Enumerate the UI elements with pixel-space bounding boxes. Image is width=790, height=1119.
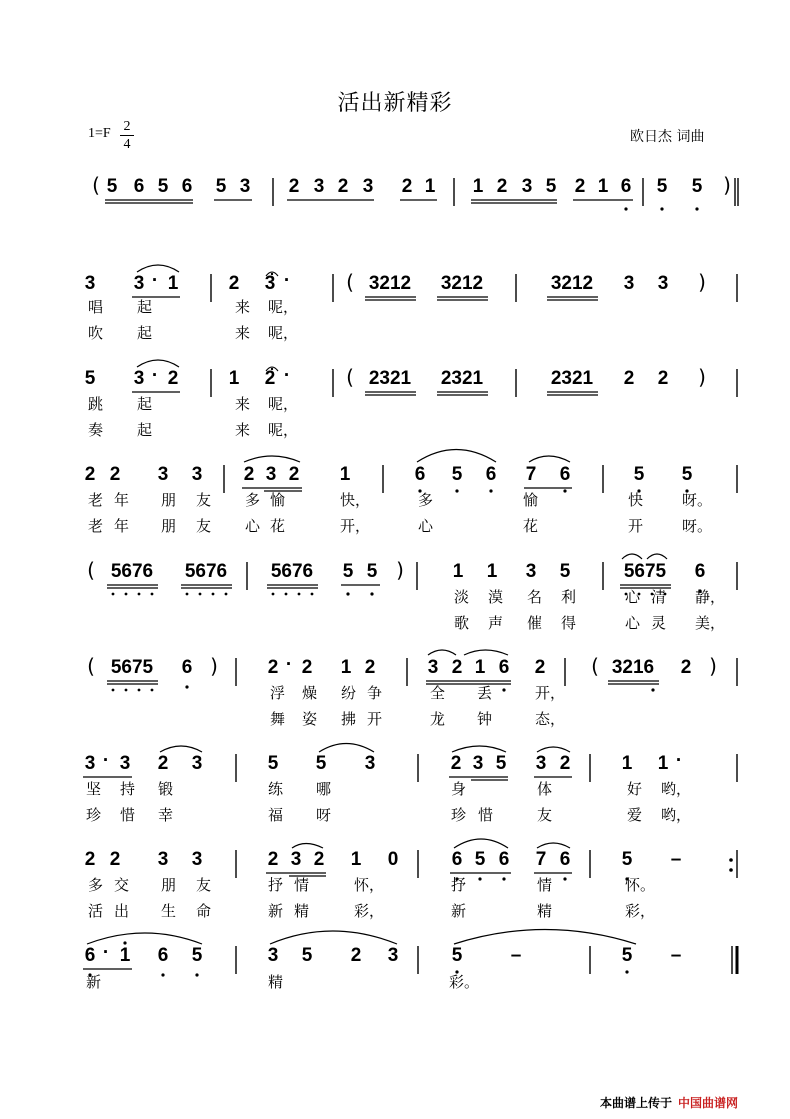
dotted-note-mark: · <box>285 654 293 675</box>
lyric-text: 开， <box>535 684 566 702</box>
lyric-text: 新 <box>86 973 102 991</box>
lyric-text: 交 <box>114 876 130 894</box>
lyric-text: 催 <box>527 614 543 632</box>
jianpu-note: 2 <box>157 753 169 774</box>
lyric-text: 名 <box>527 588 543 606</box>
jianpu-note: 5 <box>106 176 118 197</box>
lyric-text: 纷 <box>341 684 357 702</box>
note-beams <box>83 200 671 969</box>
jianpu-note: 5 <box>621 945 633 966</box>
lyric-text: 呢， <box>268 395 299 413</box>
jianpu-note: 6 <box>485 464 497 485</box>
lyric-text: 漠 <box>488 588 504 606</box>
jianpu-note: 7 <box>525 464 537 485</box>
lyric-text: 愉 <box>270 491 286 509</box>
lyric-text: 新 <box>451 902 467 920</box>
lyric-text: 呀 <box>316 806 332 824</box>
jianpu-note: 5 <box>545 176 557 197</box>
jianpu-note: 6 <box>559 849 571 870</box>
lyric-text: 呀。 <box>682 517 713 535</box>
lyric-text: 静， <box>695 588 726 606</box>
upload-label: 本曲谱上传于 <box>600 1096 673 1110</box>
lyric-text: 清 <box>651 588 667 606</box>
jianpu-note: 3 <box>472 753 484 774</box>
lyric-text: 利 <box>561 588 577 606</box>
jianpu-note: 1 <box>452 561 464 582</box>
lyric-text: 美， <box>695 614 726 632</box>
jianpu-note: 6 <box>694 561 706 582</box>
lyric-text: 呢， <box>268 324 299 342</box>
lyric-text: 呢， <box>268 298 299 316</box>
jianpu-note: 3 <box>264 273 276 294</box>
song-title: 活出新精彩 <box>337 91 453 116</box>
jianpu-note: 1 <box>350 849 362 870</box>
jianpu-note: 3212 <box>368 273 412 294</box>
jianpu-note: 6 <box>559 464 571 485</box>
lyric-text: 得 <box>561 614 577 632</box>
lyric-text: 精 <box>537 902 553 920</box>
repeat-sign-dots <box>729 858 733 872</box>
jianpu-note: 5 <box>474 849 486 870</box>
lyric-text: 多 <box>88 876 104 894</box>
jianpu-note: 5 <box>559 561 571 582</box>
lyric-text: 彩。 <box>449 973 480 991</box>
lyric-text: 浮 <box>270 684 286 702</box>
bracket-mark: ( <box>87 558 95 582</box>
jianpu-note: 3 <box>265 464 277 485</box>
jianpu-note: 3 <box>427 657 439 678</box>
lyric-text: 姿 <box>302 710 318 728</box>
lyric-text: 生 <box>161 902 177 920</box>
lyric-text: 怀。 <box>625 876 656 894</box>
jianpu-note: 1 <box>340 657 352 678</box>
lyric-text: 哟， <box>661 806 692 824</box>
jianpu-note: 3 <box>239 176 251 197</box>
lyric-text: 情 <box>294 876 310 894</box>
jianpu-note: 2 <box>109 849 121 870</box>
jianpu-note: 2321 <box>440 368 484 389</box>
jianpu-note: 2 <box>109 464 121 485</box>
jianpu-note: 2 <box>450 753 462 774</box>
lyric-text: 体 <box>537 780 553 798</box>
lyric-text: 年 <box>114 491 130 509</box>
jianpu-note: 3 <box>521 176 533 197</box>
jianpu-note: 3 <box>525 561 537 582</box>
lyric-text: 唱 <box>88 298 104 316</box>
bracket-mark: ) <box>698 365 706 389</box>
lyric-text: 来 <box>235 395 251 413</box>
lyric-text: 朋 <box>161 876 177 894</box>
lyric-text: 起 <box>137 395 153 413</box>
lyric-text: 来 <box>235 421 251 439</box>
jianpu-note: 5 <box>633 464 645 485</box>
lyric-text: 持 <box>120 780 136 798</box>
lyric-text: 心 <box>418 517 434 535</box>
lyric-text: 彩， <box>354 902 385 920</box>
jianpu-note: 3 <box>133 368 145 389</box>
lyric-text: 友 <box>196 876 212 894</box>
lyric-text: 舞 <box>270 710 286 728</box>
lyric-text: 钟 <box>477 710 493 728</box>
jianpu-note: 2 <box>313 849 325 870</box>
upload-credit <box>600 1094 738 1111</box>
jianpu-note: 1 <box>424 176 436 197</box>
lyric-text: 全 <box>430 684 446 702</box>
jianpu-note: 6 <box>157 945 169 966</box>
lyric-text: 锻 <box>158 780 174 798</box>
jianpu-note: 2 <box>623 368 635 389</box>
jianpu-note: 3 <box>387 945 399 966</box>
dotted-note-mark: · <box>283 365 291 386</box>
lyric-text: 友 <box>196 517 212 535</box>
lyric-text: 来 <box>235 298 251 316</box>
jianpu-note: 6 <box>451 849 463 870</box>
lyric-text: 精 <box>294 902 310 920</box>
bracket-mark: ( <box>346 365 354 389</box>
dotted-note-mark: · <box>102 750 110 771</box>
jianpu-note: 6 <box>181 657 193 678</box>
lyric-text: 活 <box>88 902 104 920</box>
lyric-text: 抒 <box>268 876 284 894</box>
lyric-text: 惜 <box>120 806 136 824</box>
meter-bottom: 4 <box>123 137 131 152</box>
jianpu-note: 2 <box>84 464 96 485</box>
jianpu-note: 5 <box>84 368 96 389</box>
jianpu-note: 3 <box>290 849 302 870</box>
jianpu-note: 2 <box>337 176 349 197</box>
jianpu-note: 3 <box>364 753 376 774</box>
jianpu-note: 2321 <box>550 368 594 389</box>
lyric-text: 好 <box>627 780 643 798</box>
dotted-note-mark: · <box>283 270 291 291</box>
lyric-text: 来 <box>235 324 251 342</box>
lyric-text: 友 <box>537 806 553 824</box>
lyric-text: 怀， <box>354 876 385 894</box>
lyric-text: 拂 <box>341 710 357 728</box>
lyric-text: 坚 <box>86 780 102 798</box>
lyric-text: 态， <box>535 710 566 728</box>
lyric-text: 起 <box>137 421 153 439</box>
jianpu-note: 3 <box>119 753 131 774</box>
jianpu-note: 2 <box>267 849 279 870</box>
score-content <box>85 173 731 991</box>
author-credit: 欧日杰 词曲 <box>630 129 705 145</box>
lyric-text: 年 <box>114 517 130 535</box>
lyric-text: 身 <box>451 780 467 798</box>
lyric-text: 命 <box>196 902 212 920</box>
jianpu-note: 3 <box>657 273 669 294</box>
slurs <box>84 265 667 944</box>
hold-dash: – <box>510 945 522 966</box>
bracket-mark: ( <box>92 173 100 197</box>
lyric-text: 快， <box>340 491 371 509</box>
lyric-text: 心 <box>625 588 641 606</box>
jianpu-note: 6 <box>414 464 426 485</box>
hold-dash: – <box>670 945 682 966</box>
lyric-text: 哟， <box>661 780 692 798</box>
jianpu-note: 3 <box>362 176 374 197</box>
bracket-mark: ) <box>723 173 731 197</box>
jianpu-note: 2 <box>680 657 692 678</box>
lyric-text: 心 <box>625 614 641 632</box>
jianpu-note: 2 <box>559 753 571 774</box>
jianpu-note: 5 <box>301 945 313 966</box>
bracket-mark: ) <box>210 654 218 678</box>
jianpu-note: 5675 <box>110 657 154 678</box>
lyric-text: 珍 <box>451 806 467 824</box>
jianpu-note: 2 <box>228 273 240 294</box>
jianpu-note: 5 <box>267 753 279 774</box>
jianpu-note: 7 <box>535 849 547 870</box>
lyric-text: 情 <box>537 876 553 894</box>
dotted-note-mark: · <box>102 942 110 963</box>
jianpu-note: 5 <box>191 945 203 966</box>
jianpu-note: 2 <box>243 464 255 485</box>
jianpu-note: 3 <box>191 753 203 774</box>
jianpu-note: 2 <box>267 657 279 678</box>
meter-top: 2 <box>120 118 134 136</box>
lyric-text: 开 <box>628 517 644 535</box>
lyric-text: 朋 <box>161 517 177 535</box>
bracket-mark: ) <box>396 558 404 582</box>
site-logo: 中国曲谱网 <box>678 1096 739 1110</box>
jianpu-note: 2 <box>301 657 313 678</box>
jianpu-note: 5676 <box>184 561 228 582</box>
lyric-text: 淡 <box>454 588 470 606</box>
jianpu-note: 2 <box>364 657 376 678</box>
dotted-note-mark: · <box>151 270 159 291</box>
bracket-mark: ( <box>346 270 354 294</box>
lyric-text: 争 <box>367 684 383 702</box>
jianpu-note: 3 <box>267 945 279 966</box>
lyric-text: 开， <box>340 517 371 535</box>
jianpu-note: 3 <box>133 273 145 294</box>
jianpu-note: 5 <box>621 849 633 870</box>
jianpu-note: 5 <box>157 176 169 197</box>
jianpu-note: 3216 <box>611 657 655 678</box>
jianpu-note: 5 <box>451 945 463 966</box>
jianpu-note: 3 <box>84 273 96 294</box>
jianpu-note: 5 <box>215 176 227 197</box>
jianpu-note: 5 <box>681 464 693 485</box>
jianpu-note: 5 <box>451 464 463 485</box>
jianpu-note: 3212 <box>440 273 484 294</box>
jianpu-note: 3 <box>313 176 325 197</box>
lyric-text: 福 <box>268 806 284 824</box>
jianpu-note: 1 <box>472 176 484 197</box>
jianpu-note: 1 <box>657 753 669 774</box>
lyric-text: 龙 <box>430 710 446 728</box>
jianpu-note: 2 <box>350 945 362 966</box>
lyric-text: 愉 <box>523 491 539 509</box>
jianpu-note: 6 <box>620 176 632 197</box>
lyric-text: 声 <box>488 614 504 632</box>
jianpu-note: 1 <box>474 657 486 678</box>
lyric-text: 燥 <box>302 684 318 702</box>
jianpu-note: 2 <box>167 368 179 389</box>
lyric-text: 灵 <box>651 614 667 632</box>
bracket-mark: ) <box>709 654 717 678</box>
jianpu-note: 6 <box>498 849 510 870</box>
lyric-text: 抒 <box>451 876 467 894</box>
jianpu-note: 2 <box>451 657 463 678</box>
lyric-text: 开 <box>367 710 383 728</box>
lyric-text: 彩， <box>625 902 656 920</box>
jianpu-note: 1 <box>339 464 351 485</box>
lyric-text: 惜 <box>478 806 494 824</box>
lyric-text: 友 <box>196 491 212 509</box>
lyric-text: 奏 <box>88 421 104 439</box>
jianpu-note: 1 <box>621 753 633 774</box>
jianpu-note: 1 <box>167 273 179 294</box>
lyric-text: 老 <box>88 517 104 535</box>
lyric-text: 练 <box>268 780 284 798</box>
lyric-text: 朋 <box>161 491 177 509</box>
lyric-text: 哪 <box>316 780 332 798</box>
jianpu-note: 2 <box>264 368 276 389</box>
lyric-text: 呢， <box>268 421 299 439</box>
jianpu-note: 1 <box>486 561 498 582</box>
jianpu-note: 2 <box>288 176 300 197</box>
jianpu-note: 6 <box>133 176 145 197</box>
lyric-text: 吹 <box>88 324 104 342</box>
lyric-text: 歌 <box>454 614 470 632</box>
jianpu-note: 5 <box>656 176 668 197</box>
jianpu-note: 5 <box>342 561 354 582</box>
jianpu-note: 2 <box>574 176 586 197</box>
jianpu-note: 6 <box>498 657 510 678</box>
key-signature: 1=F <box>88 126 111 141</box>
dotted-note-mark: · <box>675 750 683 771</box>
jianpu-note: 3 <box>157 464 169 485</box>
jianpu-note: 3 <box>84 753 96 774</box>
bracket-mark: ( <box>87 654 95 678</box>
jianpu-note: 5 <box>691 176 703 197</box>
jianpu-note: 5676 <box>110 561 154 582</box>
jianpu-note: 5 <box>315 753 327 774</box>
lyric-text: 花 <box>270 517 286 535</box>
jianpu-note: 1 <box>228 368 240 389</box>
lyric-text: 呀。 <box>682 491 713 509</box>
lyric-text: 起 <box>137 298 153 316</box>
jianpu-note: 2 <box>534 657 546 678</box>
lyric-text: 幸 <box>158 806 174 824</box>
jianpu-note: 0 <box>387 849 399 870</box>
jianpu-note: 2 <box>288 464 300 485</box>
lyric-text: 花 <box>523 517 539 535</box>
jianpu-note: 6 <box>181 176 193 197</box>
lyric-text: 心 <box>245 517 261 535</box>
lyric-text: 出 <box>114 902 130 920</box>
jianpu-note: 2 <box>657 368 669 389</box>
jianpu-note: 1 <box>597 176 609 197</box>
lyric-text: 起 <box>137 324 153 342</box>
jianpu-note: 3 <box>191 464 203 485</box>
jianpu-note: 5 <box>495 753 507 774</box>
jianpu-note: 3 <box>535 753 547 774</box>
jianpu-note: 2321 <box>368 368 412 389</box>
lyric-text: 跳 <box>88 395 104 413</box>
bracket-mark: ) <box>698 270 706 294</box>
lyric-text: 精 <box>268 973 284 991</box>
jianpu-note: 5676 <box>270 561 314 582</box>
jianpu-note: 2 <box>84 849 96 870</box>
dotted-note-mark: · <box>151 365 159 386</box>
lyric-text: 丢 <box>477 684 493 702</box>
lyric-text: 新 <box>268 902 284 920</box>
hold-dash: – <box>670 849 682 870</box>
jianpu-note: 2 <box>401 176 413 197</box>
jianpu-note: 5 <box>366 561 378 582</box>
bracket-mark: ( <box>591 654 599 678</box>
jianpu-note: 3 <box>623 273 635 294</box>
lyric-text: 快 <box>628 491 644 509</box>
jianpu-note: 3 <box>191 849 203 870</box>
lyric-text: 爱 <box>627 806 643 824</box>
jianpu-note: 6 <box>84 945 96 966</box>
jianpu-note: 3 <box>157 849 169 870</box>
lyric-text: 老 <box>88 491 104 509</box>
jianpu-note: 1 <box>119 945 131 966</box>
jianpu-note: 5675 <box>623 561 667 582</box>
lyric-text: 多 <box>418 491 434 509</box>
lyric-text: 珍 <box>86 806 102 824</box>
jianpu-note: 2 <box>496 176 508 197</box>
jianpu-note: 3212 <box>550 273 594 294</box>
lyric-text: 多 <box>245 491 261 509</box>
